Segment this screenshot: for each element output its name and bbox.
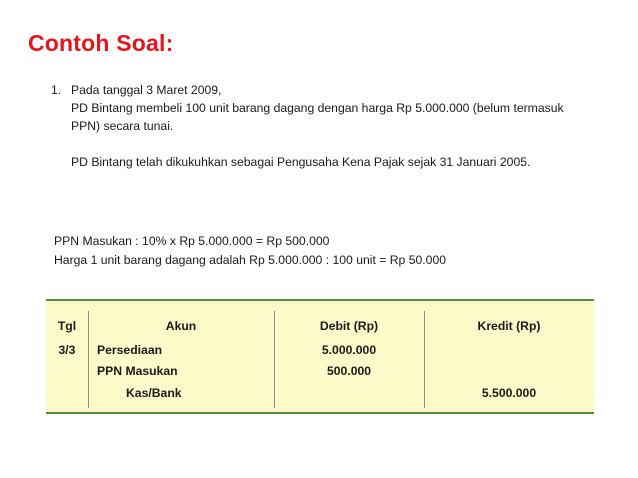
calculation bbox=[54, 232, 446, 270]
account-kas-bank: Kas/Bank bbox=[126, 386, 182, 400]
problem-line-4: PD Bintang telah dikukuhkan sebagai Pengusaha Kena Pajak sejak 31 Januari 2005. bbox=[71, 155, 531, 169]
header-account: Akun bbox=[165, 319, 197, 333]
problem-line-3: PPN) secara tunai. bbox=[71, 119, 174, 133]
header-debit: Debit (Rp) bbox=[319, 319, 379, 333]
debit-ppn-masukan: 500.000 bbox=[326, 364, 372, 378]
credit-kas-bank: 5.500.000 bbox=[481, 386, 537, 400]
ppn-calculation: PPN Masukan : 10% x Rp 5.000.000 = Rp 500.000 bbox=[54, 234, 330, 248]
problem-line-1: Pada tanggal 3 Maret 2009, bbox=[71, 83, 222, 97]
slide-title: Contoh Soal: bbox=[28, 30, 174, 56]
account-persediaan: Persediaan bbox=[97, 343, 163, 357]
account-ppn-masukan: PPN Masukan bbox=[97, 364, 178, 378]
entry-date: 3/3 bbox=[58, 343, 76, 357]
header-credit: Kredit (Rp) bbox=[477, 319, 541, 333]
problem-line-2: PD Bintang membeli 100 unit barang dagang dengan harga Rp 5.000.000 (belum termasuk bbox=[71, 101, 564, 115]
header-date: Tgl bbox=[57, 319, 77, 333]
problem-number: 1. bbox=[51, 83, 62, 97]
debit-persediaan: 5.000.000 bbox=[321, 343, 377, 357]
unit-price-calculation: Harga 1 unit barang dagang adalah Rp 5.000.000 : 100 unit = Rp 50.000 bbox=[54, 253, 446, 267]
journal-table bbox=[46, 299, 594, 414]
problem-statement bbox=[51, 81, 611, 171]
